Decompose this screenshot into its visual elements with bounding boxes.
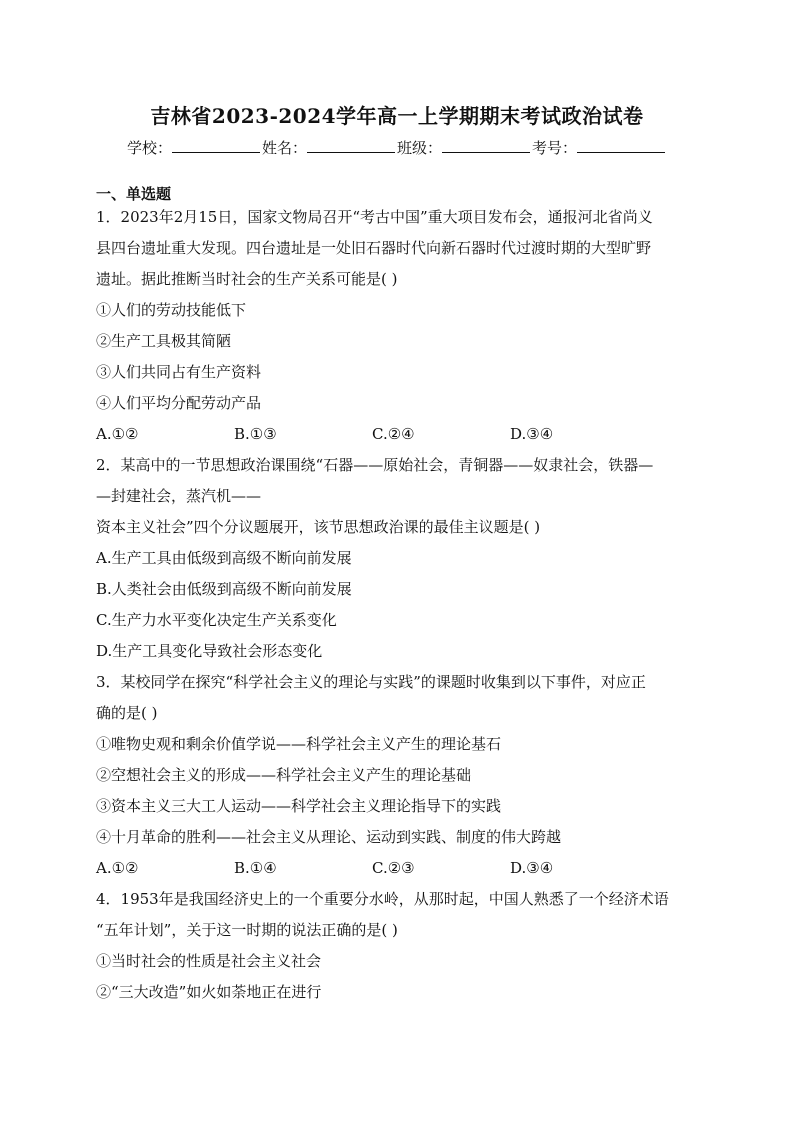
question-1-line: 1．2023年2月15日，国家文物局召开“考古中国”重大项目发布会，通报河北省尚义: [96, 208, 653, 226]
option-d[interactable]: D.生产工具变化导致社会形态变化: [96, 642, 323, 660]
question-2-line: 资本主义社会”四个分议题展开，该节思想政治课的最佳主议题是( ): [96, 518, 541, 536]
option-d[interactable]: D.③④: [510, 425, 554, 443]
exam-title: 吉林省2023-2024学年高一上学期期末考试政治试卷: [150, 104, 644, 128]
question-4-line: “五年计划”，关于这一时期的说法正确的是( ): [96, 921, 398, 939]
statement-item: ③人们共同占有生产资料: [96, 363, 262, 381]
option-b[interactable]: B.①④: [234, 859, 277, 877]
info-label: 姓名：: [261, 139, 307, 157]
info-label: 班级：: [397, 139, 443, 157]
option-a[interactable]: A.生产工具由低级到高级不断向前发展: [96, 549, 352, 567]
option-a[interactable]: A.①②: [96, 859, 139, 877]
answer-options: [96, 421, 700, 452]
question-2-line: 2．某高中的一节思想政治课围绕“石器——原始社会，青铜器——奴隶社会，铁器—: [96, 456, 654, 474]
statement-item: ②生产工具极其简陋: [96, 332, 232, 350]
option-c[interactable]: C.②③: [372, 859, 415, 877]
blank-line: [172, 138, 260, 153]
info-field-school[interactable]: [127, 137, 262, 158]
student-info-row: [0, 137, 794, 158]
option-c[interactable]: C.生产力水平变化决定生产关系变化: [96, 611, 337, 629]
option-b[interactable]: B.①③: [234, 425, 277, 443]
blank-line: [577, 138, 665, 153]
questions-body: [96, 204, 700, 1010]
question-1-line: 县四台遗址重大发现。四台遗址是一处旧石器时代向新石器时代过渡时期的大型旷野: [96, 239, 652, 257]
option-a[interactable]: A.①②: [96, 425, 139, 443]
question-3-line: 3．某校同学在探究“科学社会主义的理论与实践”的课题时收集到以下事件，对应正: [96, 673, 646, 691]
question-4-line: 4．1953年是我国经济史上的一个重要分水岭，从那时起，中国人熟悉了一个经济术语: [96, 890, 669, 908]
info-label: 学校：: [126, 139, 172, 157]
answer-options: [96, 855, 700, 886]
info-field-exam-number[interactable]: [532, 137, 667, 158]
statement-item: ②空想社会主义的形成——科学社会主义产生的理论基础: [96, 766, 472, 784]
option-b[interactable]: B.人类社会由低级到高级不断向前发展: [96, 580, 352, 598]
statement-item: ④人们平均分配劳动产品: [96, 394, 262, 412]
statement-item: ①人们的劳动技能低下: [96, 301, 247, 319]
option-d[interactable]: D.③④: [510, 859, 554, 877]
question-3-line: 确的是( ): [96, 704, 158, 722]
section-heading: 一、单选题: [96, 185, 172, 203]
info-label: 考号：: [532, 139, 578, 157]
info-field-name[interactable]: [262, 137, 397, 158]
info-field-class[interactable]: [397, 137, 532, 158]
statement-item: ①当时社会的性质是社会主义社会: [96, 952, 322, 970]
question-2-line: —封建社会，蒸汽机——: [96, 487, 262, 505]
statement-item: ④十月革命的胜利——社会主义从理论、运动到实践、制度的伟大跨越: [96, 828, 562, 846]
statement-item: ②“三大改造”如火如荼地正在进行: [96, 983, 322, 1001]
blank-line: [307, 138, 395, 153]
blank-line: [442, 138, 530, 153]
option-c[interactable]: C.②④: [372, 425, 415, 443]
statement-item: ①唯物史观和剩余价值学说——科学社会主义产生的理论基石: [96, 735, 502, 753]
statement-item: ③资本主义三大工人运动——科学社会主义理论指导下的实践: [96, 797, 502, 815]
question-1-line: 遗址。据此推断当时社会的生产关系可能是( ): [96, 270, 398, 288]
